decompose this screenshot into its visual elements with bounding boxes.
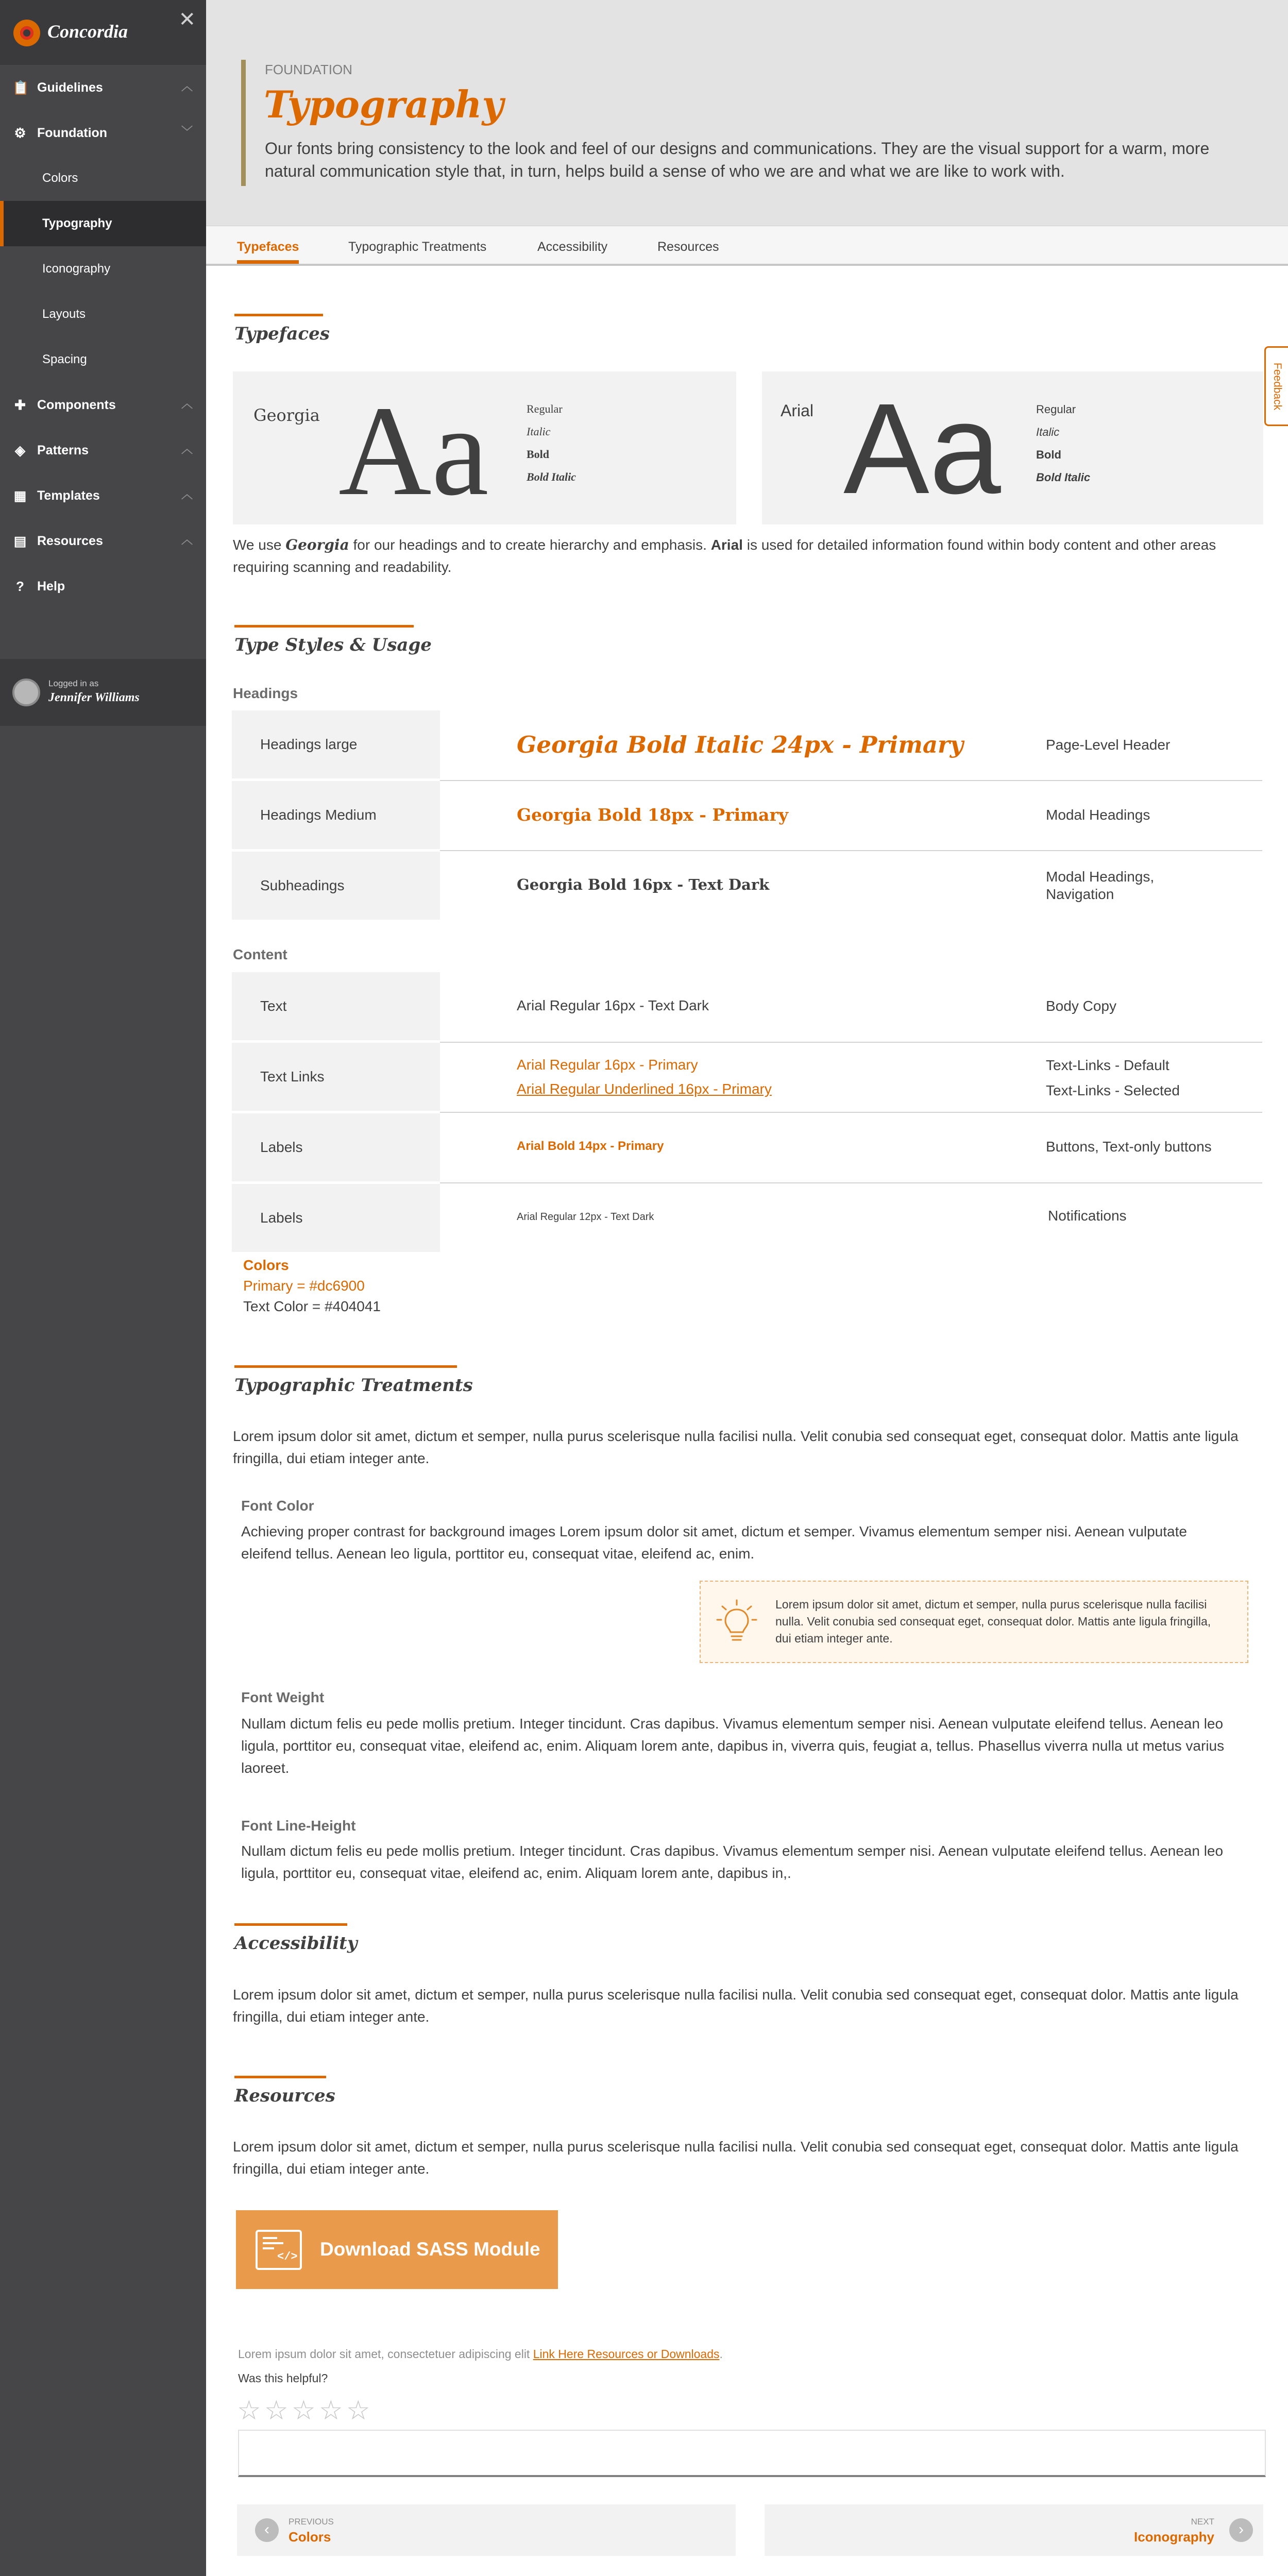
georgia-emphasis: Georgia: [285, 536, 349, 553]
user-panel[interactable]: [0, 659, 206, 726]
chevron-up-icon: ︿: [181, 533, 193, 546]
helpful-question: Was this helpful?: [238, 2371, 328, 2385]
style-sample: Georgia Bold 18px - Primary: [517, 805, 789, 825]
style-sample: Arial Regular 12px - Text Dark: [517, 1211, 654, 1223]
font-color-text: Achieving proper contrast for background images Lorem ipsum dolor sit amet, dictum et semper. Vivamus elementum semper nisi. Aenean vulputate eleifend tellus. Aenean leo ligula, porttitor eu, consequat vitae, eleifend ac, enim.: [241, 1523, 1187, 1562]
chevron-down-icon: ﹀: [181, 125, 193, 138]
sidebar-item-label: Patterns: [37, 443, 89, 457]
rating-star[interactable]: ☆: [319, 2396, 343, 2426]
download-sass-button[interactable]: [236, 2210, 558, 2289]
page-intro: Our fonts bring consistency to the look and feel of our designs and communications. They are the visual support for a warm, more natural communication style that, in turn, helps build a sense of who we are and what we are like to work with.: [265, 139, 1210, 180]
rating-star[interactable]: ☆: [237, 2396, 261, 2426]
style-sample: Arial Regular 16px - Text Dark: [517, 997, 709, 1013]
pager-value: Iconography: [1133, 2529, 1214, 2545]
helpful-lead: Lorem ipsum dolor sit amet, consectetuer adipiscing elit Link Here Resources or Downloads.: [238, 2347, 723, 2361]
typeface-sample: Aa: [338, 380, 489, 522]
header-accent-bar: [241, 60, 246, 186]
chevron-up-icon: ︿: [181, 397, 193, 410]
row-divider: [440, 1112, 1262, 1113]
typeface-name: Georgia: [253, 405, 320, 425]
typeface-variant: Bold Italic: [527, 470, 576, 483]
typeface-variant: Regular: [1036, 403, 1076, 416]
section-rule: [234, 314, 323, 316]
font-weight-text: Nullam dictum felis eu pede mollis pretium. Integer tincidunt. Cras dapibus. Vivamus elementum semper nisi. Aenean vulputate eleifend tellus. Aenean leo ligula, porttitor eu, consequat vitae, eleifend ac, enim. Aliquam lorem ante, dapibus in, viverra quis, feugiat a, tellus. Phasellus viverra nulla ut metus varius laoreet.: [241, 1716, 1225, 1776]
typefaces-description: We use Georgia for our headings and to create hierarchy and emphasis. Arial is used for detailed information found within body content and other areas requiring scanning and readability.: [233, 536, 1216, 575]
typeface-sample: Aa: [843, 377, 1001, 520]
style-usage: Modal Headings: [1046, 807, 1150, 823]
section-rule: [234, 1365, 457, 1368]
style-row-name: Subheadings: [232, 852, 440, 920]
row-divider: [440, 850, 1262, 851]
text-color-line: Text Color = #404041: [243, 1298, 381, 1314]
sidebar-item-help[interactable]: [0, 564, 206, 609]
typeface-card-arial: [762, 371, 1263, 524]
sidebar-item-templates[interactable]: [0, 473, 206, 518]
layers-icon: ◈: [15, 443, 25, 458]
sidebar-item-patterns[interactable]: [0, 428, 206, 473]
style-row-name: Text Links: [232, 1043, 440, 1111]
feedback-button[interactable]: [1264, 346, 1288, 426]
pager-value: Colors: [289, 2529, 331, 2545]
accessibility-text: Lorem ipsum dolor sit amet, dictum et semper, nulla purus scelerisque nulla facilisi nulla. Velit conubia sed consequat eget, consequat dolor. Mattis ante ligula fringilla, dui etiam integer ante.: [233, 1987, 1239, 2025]
headings-table: [232, 710, 1262, 921]
section-title-type-styles: Type Styles & Usage: [234, 635, 432, 655]
style-usage: Text-Links - Selected: [1046, 1082, 1180, 1098]
chevron-up-icon: ︿: [181, 80, 193, 93]
typeface-variant: Italic: [1036, 426, 1060, 438]
line-height-text: Nullam dictum felis eu pede mollis pretium. Integer tincidunt. Cras dapibus. Vivamus elementum semper nisi. Aenean vulputate eleifend tellus. Aenean leo ligula, porttitor eu, consequat vitae, eleifend ac, enim. Aliquam lorem ante, dapibus in,.: [241, 1843, 1224, 1881]
sidebar-item-label: Resources: [37, 533, 103, 548]
feedback-comment-input[interactable]: [238, 2430, 1266, 2477]
typeface-card-georgia: [233, 371, 736, 524]
page-header: [206, 0, 1288, 226]
sidebar-header: [0, 0, 206, 65]
section-title-typefaces: Typefaces: [234, 324, 330, 344]
sidebar-subitem-colors[interactable]: Colors: [42, 171, 78, 185]
row-divider: [440, 1042, 1262, 1043]
table-icon: ▦: [13, 488, 27, 503]
subheading-font-weight: Font Weight: [241, 1689, 325, 1705]
sidebar-item-label: Guidelines: [37, 80, 103, 95]
sidebar-item-label: Foundation: [37, 125, 108, 140]
sidebar-item-foundation[interactable]: [0, 110, 206, 156]
style-sample-link[interactable]: Arial Regular 16px - Primary: [517, 1057, 698, 1073]
sidebar-item-label: Templates: [37, 488, 100, 503]
tab-typographic-treatments[interactable]: Typographic Treatments: [348, 240, 487, 254]
pager-label: PREVIOUS: [289, 2517, 334, 2527]
user-name: Jennifer Williams: [48, 691, 140, 704]
group-heading-headings: Headings: [233, 685, 298, 701]
next-page-link[interactable]: [765, 2504, 1263, 2556]
treatments-intro: Lorem ipsum dolor sit amet, dictum et semper, nulla purus scelerisque nulla facilisi nulla. Velit conubia sed consequat eget, consequat dolor. Mattis ante ligula fringilla, dui etiam integer ante.: [233, 1428, 1239, 1466]
chevron-right-icon: ›: [1229, 2518, 1253, 2542]
row-divider: [440, 780, 1262, 781]
logged-in-label: Logged in as: [48, 679, 99, 688]
typeface-variant: Italic: [527, 425, 551, 438]
gear-icon: ⚙: [14, 125, 26, 141]
section-title-resources: Resources: [234, 2086, 335, 2106]
style-row-name: Headings Medium: [232, 781, 440, 849]
tab-bar: [206, 226, 1288, 266]
feedback-label: Feedback: [1271, 362, 1283, 410]
style-row-name: Labels: [232, 1184, 440, 1252]
style-usage: Notifications: [1048, 1208, 1127, 1224]
sidebar-item-guidelines[interactable]: [0, 65, 206, 110]
typeface-variant: Bold: [1036, 448, 1061, 461]
brand-name: Concordia: [47, 21, 128, 42]
section-rule: [234, 2076, 326, 2078]
code-laptop-icon: </>: [256, 2230, 302, 2270]
style-sample: Georgia Bold 16px - Text Dark: [517, 876, 770, 893]
lightbulb-icon: [716, 1598, 757, 1646]
sidebar: [0, 0, 206, 2576]
style-row-name: Labels: [232, 1113, 440, 1181]
colors-title: Colors: [243, 1257, 289, 1273]
help-icon: ?: [16, 579, 24, 594]
typeface-name: Arial: [781, 401, 814, 420]
tab-resources[interactable]: Resources: [657, 240, 719, 254]
row-divider: [440, 1182, 1262, 1183]
document-icon: ▤: [13, 533, 27, 549]
sidebar-subitem-layouts[interactable]: Layouts: [42, 307, 86, 321]
style-sample: Arial Bold 14px - Primary: [517, 1139, 664, 1153]
subheading-line-height: Font Line-Height: [241, 1818, 356, 1834]
chevron-up-icon: ︿: [181, 488, 193, 501]
avatar: [12, 679, 40, 706]
section-rule: [234, 1923, 347, 1926]
sidebar-item-resources[interactable]: [0, 518, 206, 564]
close-icon[interactable]: ✕: [178, 8, 196, 31]
style-usage: Modal Headings, Navigation: [1046, 869, 1155, 902]
chevron-up-icon: ︿: [181, 443, 193, 455]
section-title-treatments: Typographic Treatments: [234, 1375, 473, 1396]
rating-star[interactable]: ☆: [346, 2396, 370, 2426]
chevron-left-icon: ‹: [255, 2518, 279, 2542]
style-usage: Buttons, Text-only buttons: [1046, 1139, 1212, 1155]
download-label: Download SASS Module: [320, 2239, 540, 2260]
tab-typefaces[interactable]: Typefaces: [237, 240, 299, 254]
style-usage: Body Copy: [1046, 998, 1116, 1014]
content-table: [232, 972, 1262, 1253]
sidebar-subitem-spacing[interactable]: Spacing: [42, 352, 87, 366]
section-rule: [234, 625, 414, 628]
sidebar-item-components[interactable]: [0, 382, 206, 428]
style-sample-link-underlined[interactable]: Arial Regular Underlined 16px - Primary: [517, 1081, 772, 1097]
style-row-name: Headings large: [232, 710, 440, 778]
typeface-variant: Bold Italic: [1036, 471, 1091, 484]
typeface-variant: Regular: [527, 402, 563, 415]
tab-accessibility[interactable]: Accessibility: [537, 240, 608, 254]
style-sample: Georgia Bold Italic 24px - Primary: [517, 731, 963, 758]
pager-label: NEXT: [1191, 2517, 1214, 2527]
sidebar-item-label: Help: [37, 579, 65, 594]
concordia-logo: [13, 20, 40, 46]
resources-link[interactable]: Link Here Resources or Downloads: [533, 2347, 720, 2361]
rating-star[interactable]: ☆: [292, 2396, 316, 2426]
group-heading-content: Content: [233, 946, 287, 962]
clipboard-icon: 📋: [12, 80, 29, 95]
arial-emphasis: Arial: [710, 537, 743, 553]
subheading-font-color: Font Color: [241, 1498, 314, 1514]
page-title: Typography: [264, 82, 504, 126]
resources-text: Lorem ipsum dolor sit amet, dictum et semper, nulla purus scelerisque nulla facilisi nulla. Velit conubia sed consequat eget, consequat dolor. Mattis ante ligula fringilla, dui etiam integer ante.: [233, 2139, 1239, 2177]
puzzle-icon: ✚: [14, 397, 26, 413]
style-usage: Page-Level Header: [1046, 737, 1171, 753]
tip-text: Lorem ipsum dolor sit amet, dictum et semper, nulla purus scelerisque nulla facilisi nulla. Velit conubia sed consequat eget, consequat dolor. Mattis ante ligula fringilla, dui etiam integer ante.: [775, 1598, 1211, 1645]
style-usage: Text-Links - Default: [1046, 1057, 1170, 1073]
style-row-name: Text: [232, 972, 440, 1040]
rating-star[interactable]: ☆: [264, 2396, 289, 2426]
primary-color-line: Primary = #dc6900: [243, 1278, 365, 1294]
sidebar-item-label: Components: [37, 397, 116, 412]
typeface-variant: Bold: [527, 448, 550, 461]
tip-callout: [700, 1581, 1248, 1663]
breadcrumb: FOUNDATION: [265, 62, 352, 77]
sidebar-subitem-typography[interactable]: Typography: [0, 201, 206, 246]
section-title-accessibility: Accessibility: [234, 1933, 358, 1954]
previous-page-link[interactable]: [237, 2504, 736, 2556]
sidebar-subitem-iconography[interactable]: Iconography: [42, 262, 111, 276]
